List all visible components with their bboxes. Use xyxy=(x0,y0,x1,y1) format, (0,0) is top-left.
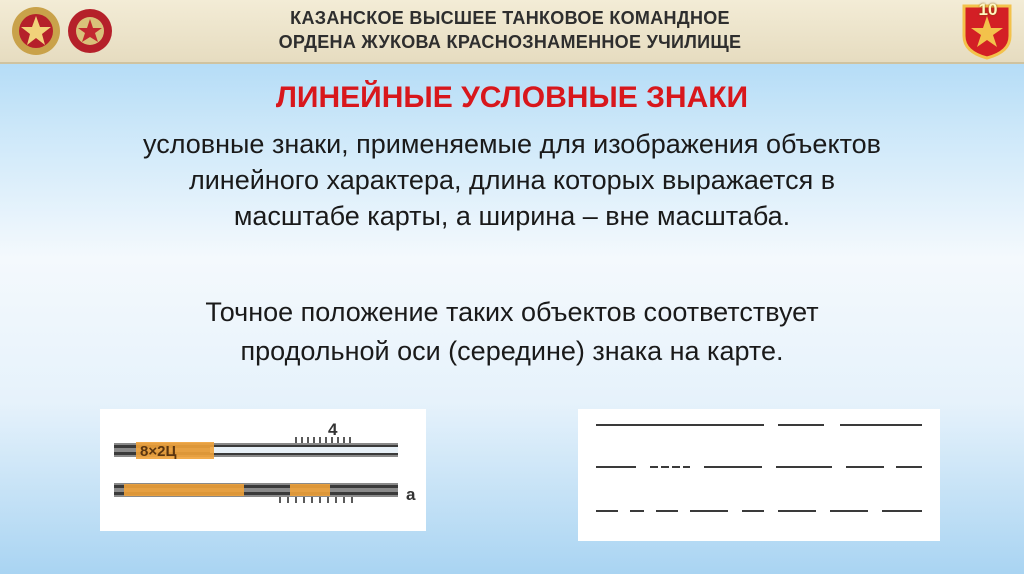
linear-sign-examples-left xyxy=(100,409,426,531)
definition-text: условные знаки, применяемые для изображения объектов линейного характера, длина которых выражается в масштабе карты, а ширина – вне масштаба. xyxy=(143,129,881,231)
line-types-illustration xyxy=(578,409,940,541)
linear-sign-examples-right xyxy=(578,409,940,541)
header-line-1: КАЗАНСКОЕ ВЫСШЕЕ ТАНКОВОЕ КОМАНДНОЕ xyxy=(290,8,730,28)
header-line-2: ОРДЕНА ЖУКОВА КРАСНОЗНАМЕННОЕ УЧИЛИЩЕ xyxy=(278,32,742,52)
slide-number: 10 xyxy=(978,0,998,19)
order-medals-icon xyxy=(6,2,126,60)
sign-letter-label: а xyxy=(406,485,416,504)
header-title xyxy=(160,6,860,54)
note-text: Точное положение таких объектов соответствует продольной оси (середине) знака на карте. xyxy=(205,297,819,366)
slide-header xyxy=(0,0,1024,64)
slide-title: ЛИНЕЙНЫЕ УСЛОВНЫЕ ЗНАКИ xyxy=(275,81,749,114)
sign-number-label: 4 xyxy=(328,420,338,439)
road-signs-illustration xyxy=(100,409,426,531)
road-width-label: 8×2Ц xyxy=(140,443,177,460)
